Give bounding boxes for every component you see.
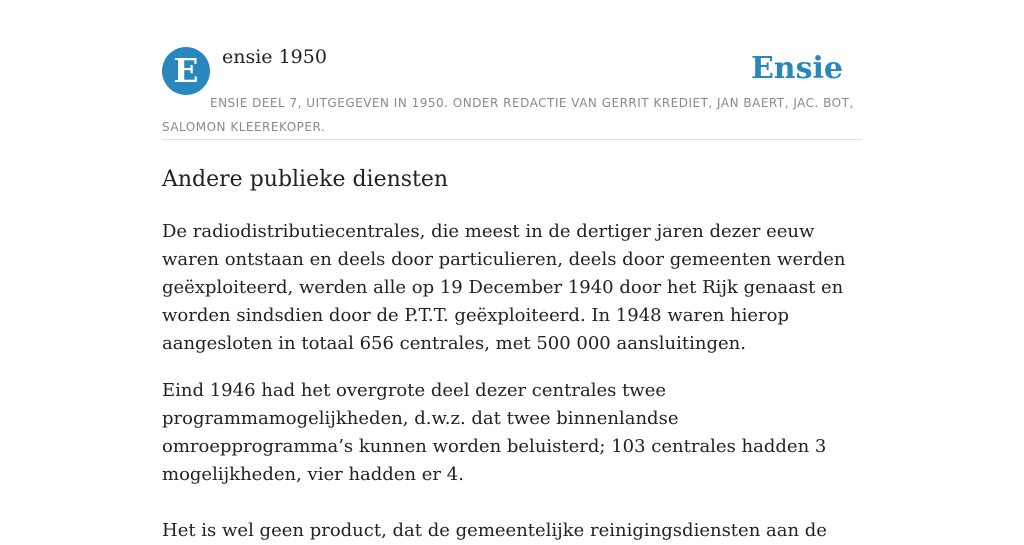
ensie-logo-icon[interactable]: E	[162, 47, 210, 95]
brand-logo[interactable]: Ensie	[750, 51, 843, 86]
edition-meta: ENSIE DEEL 7, UITGEGEVEN IN 1950. ONDER REDACTIE VAN GERRIT KREDIET, JAN BAERT, JAC. BOT, SALOMON KLEEREKOPER.	[162, 96, 854, 134]
article-title: Andere publieke diensten	[162, 167, 449, 192]
article-paragraph-1: De radiodistributiecentrales, die meest in de dertiger jaren dezer eeuw waren ontstaan en deels door particulieren, deels door gemeenten werden geëxploiteerd, werden alle op 19 December 1940 door het Rijk genaast en worden sindsdien door de P.T.T. geëxploiteerd. In 1948 waren hierop aangesloten in totaal 656 centrales, met 500 000 aansluitingen.	[162, 221, 846, 354]
article-paragraph-3: Het is wel geen product, dat de gemeentelijke reinigingsdiensten aan de	[162, 520, 827, 541]
header	[162, 0, 862, 140]
article-paragraph-2: Eind 1946 had het overgrote deel dezer centrales twee programmamogelijkheden, d.w.z. dat twee binnenlandse omroepprogramma’s kunnen worden beluisterd; 103 centrales hadden 3 mogelijkheden, vier hadden er 4.	[162, 380, 827, 485]
site-name-link[interactable]: ensie 1950	[222, 46, 327, 68]
content-column	[162, 0, 862, 545]
